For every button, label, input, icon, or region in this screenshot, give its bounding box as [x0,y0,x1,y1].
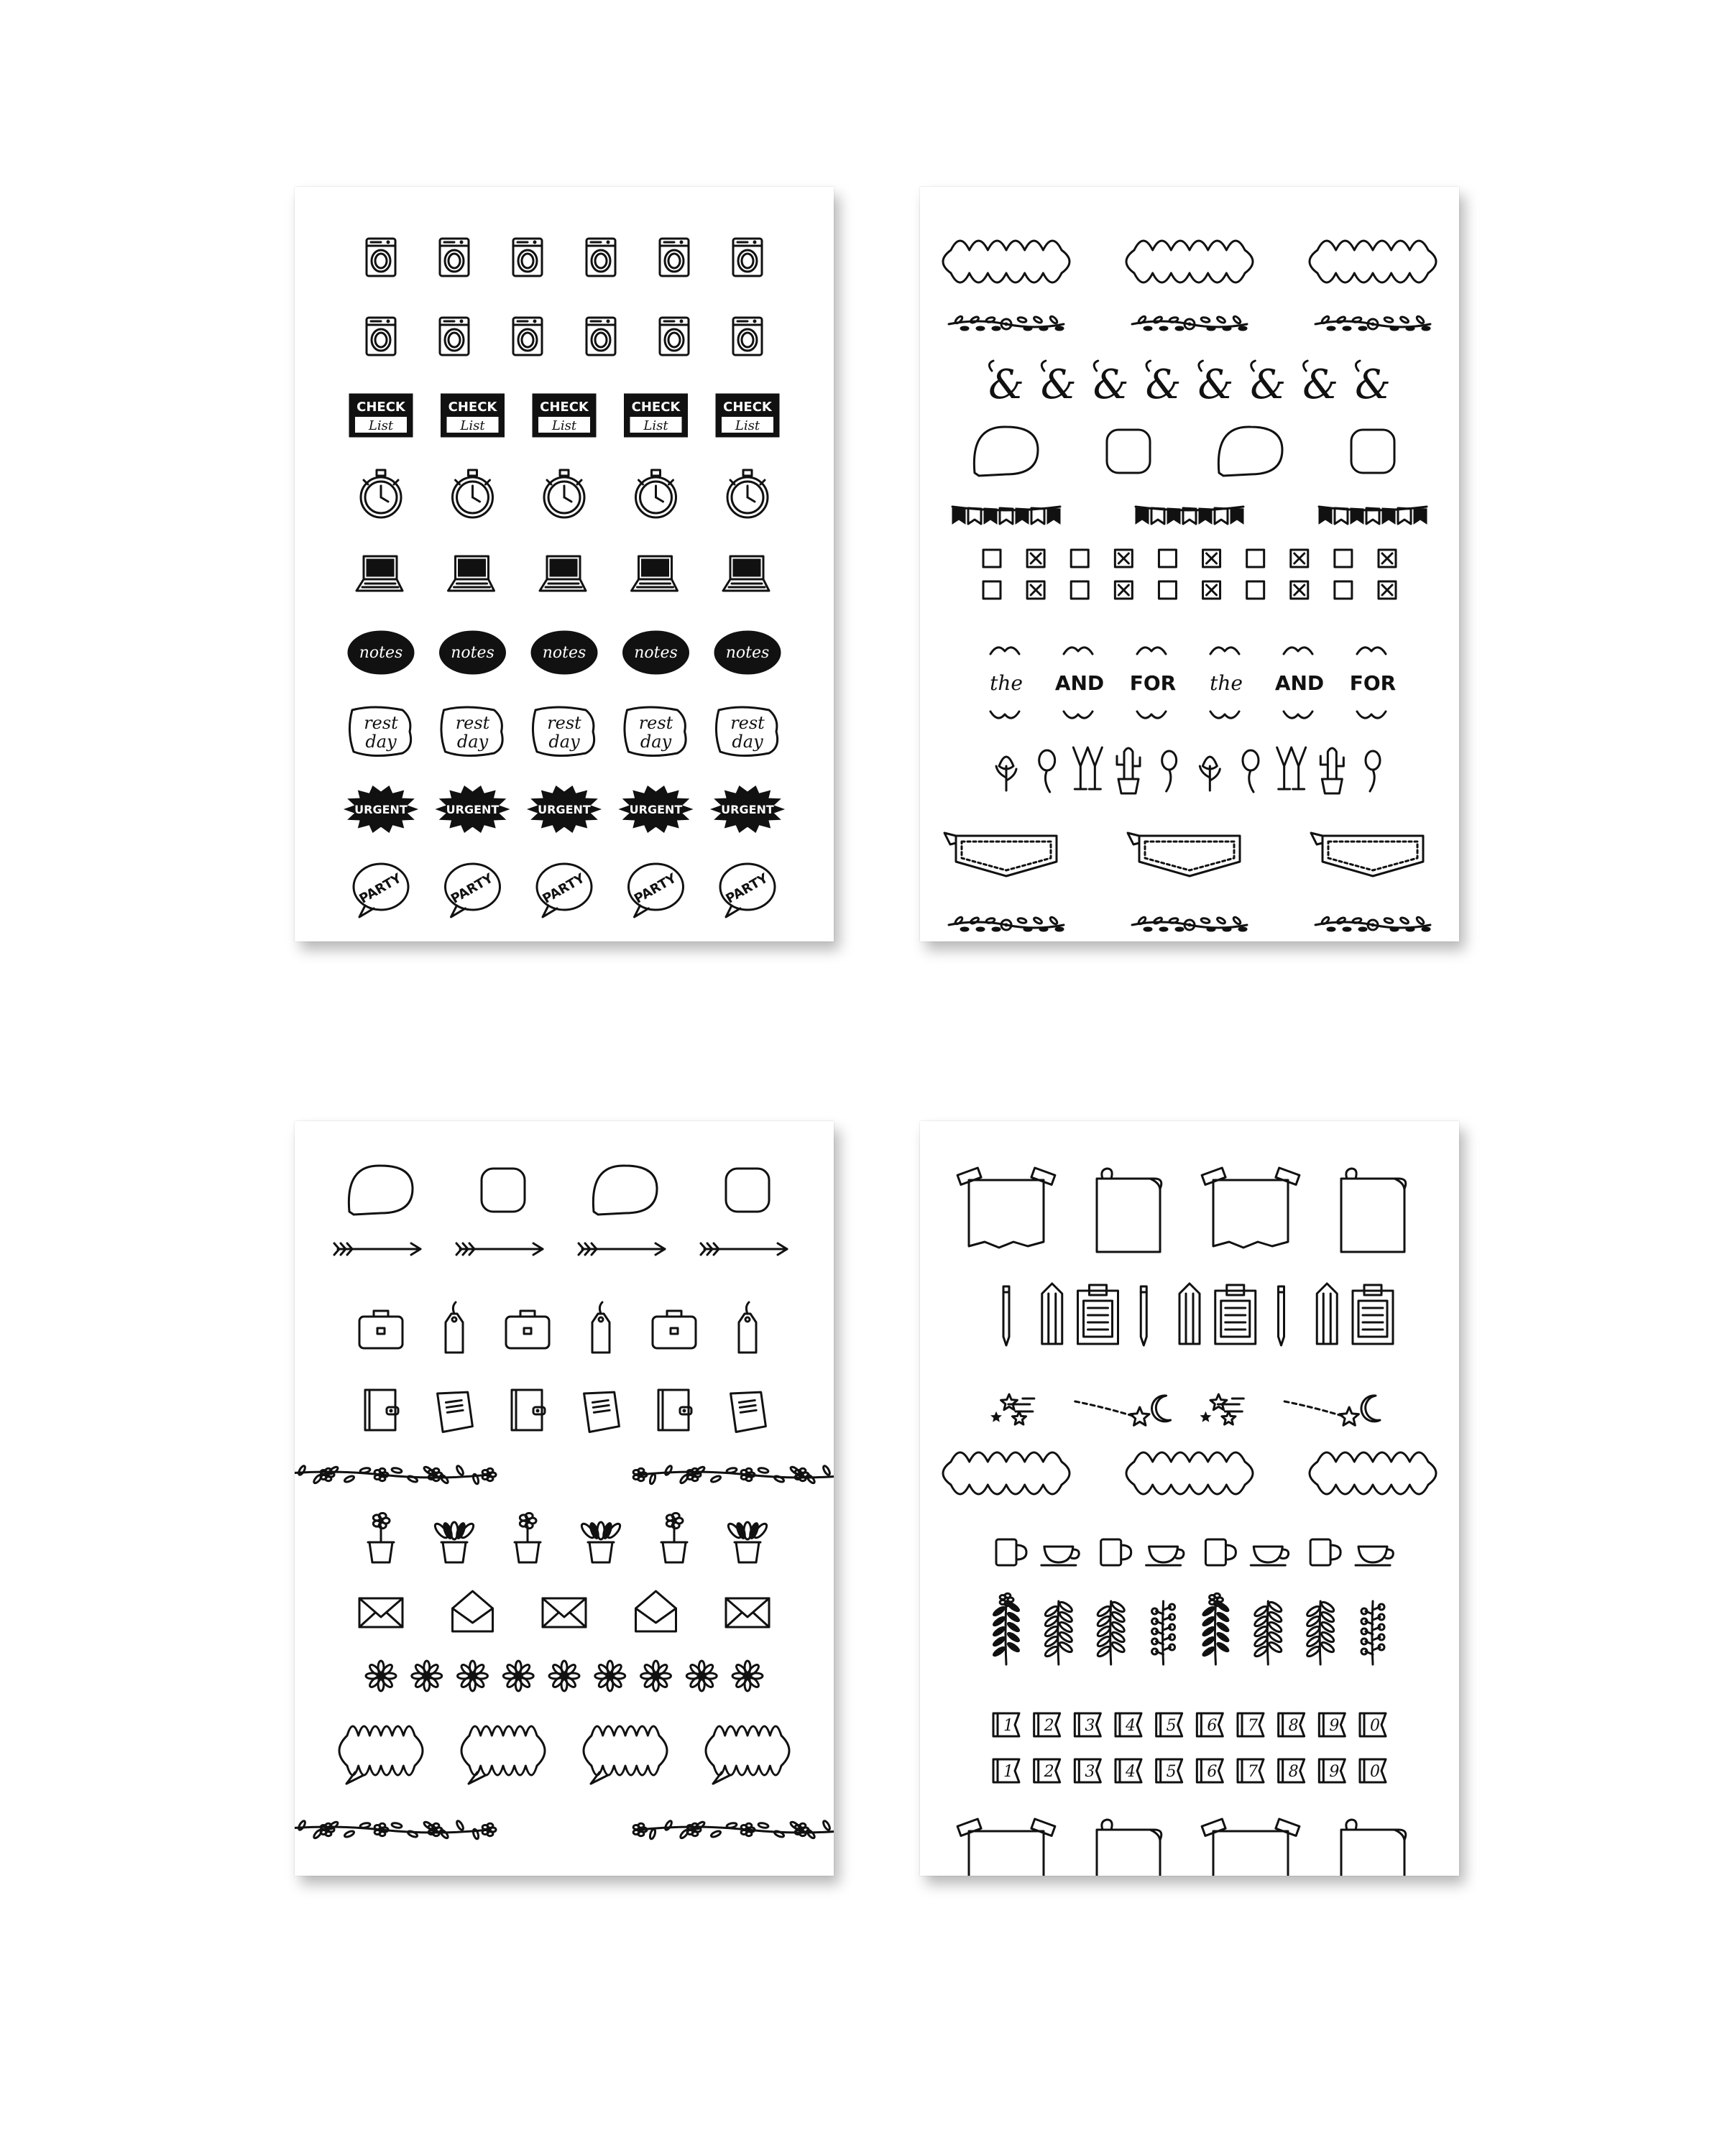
laptop-icon [723,556,769,591]
floral-divider-icon [1132,916,1247,931]
floral-divider-icon [1315,916,1430,931]
number-flag-label [1075,1713,1100,1736]
number-text: 0 [1370,1717,1380,1735]
ampersand-icon [1355,361,1391,408]
doodle-icon [1162,751,1177,791]
checkbox-icon [1115,581,1132,599]
number-text: 8 [1288,1763,1299,1781]
floral-divider-icon [1315,315,1430,331]
pennant-label-icon [1311,833,1423,876]
envelope-icon [636,1591,676,1631]
flourish-word: the [1210,671,1243,695]
number-text: 7 [1248,1717,1258,1735]
number-flag-label [1279,1759,1305,1782]
number-text: 5 [1166,1717,1177,1735]
vine-divider-icon [295,1820,496,1839]
pencil-clipboard-icon [1317,1284,1337,1344]
number-text: 1 [1003,1763,1013,1781]
checklist-label [533,394,596,437]
vine-divider-icon [633,1465,834,1484]
urgent-text: URGENT [538,803,591,816]
arrow-icon [456,1243,543,1255]
checkbox-icon [1071,550,1088,567]
book-icon [438,1389,473,1432]
doodle-icon [1320,748,1343,793]
pencil-clipboard-icon [1003,1286,1009,1345]
ampersand-text: & [1355,361,1391,408]
urgent-label [528,786,600,832]
arrow-icon [701,1243,787,1255]
doodle-icon [1200,757,1220,791]
checkbox-icon [1291,581,1308,599]
urgent-label [436,786,509,832]
mug-icon [1205,1539,1236,1565]
mug-icon [1310,1539,1340,1565]
party-bubble-label [446,864,500,917]
washing-machine-icon [367,239,395,276]
flourish-word: FOR [1129,671,1177,695]
stopwatch-icon [727,470,768,517]
notes-text: notes [634,644,678,662]
checkbox-icon [1335,550,1352,567]
day-text: day [548,732,580,752]
word-flourish-label [1275,648,1324,718]
checkbox-icon [1027,550,1044,567]
envelope-icon [543,1598,586,1627]
number-text: 6 [1207,1763,1218,1781]
day-text: day [456,732,489,752]
sticker-sheet-notes [920,1121,1459,1876]
speech-bubble-icon [726,1169,769,1212]
ampersand-icon [1250,361,1286,408]
ampersand-icon [1146,361,1182,408]
rest-day-label [533,707,594,756]
ampersand-icon [1302,361,1338,408]
potted-plant-icon [661,1513,687,1562]
cloud-banner-icon [1126,241,1253,282]
suitcase-tag-icon [592,1302,610,1353]
notes-label [531,631,597,674]
washing-machine-icon [367,318,395,355]
word-flourish-label [1350,648,1397,718]
doodle-icon [1073,747,1102,789]
laptop-icon [540,556,586,591]
mug-icon [1101,1539,1131,1565]
checkbox-icon [1071,581,1088,599]
checkbox-icon [1027,581,1044,599]
flower-icon [366,1661,396,1691]
leaf-sprig-icon [1201,1593,1230,1664]
number-flag-label [1197,1759,1223,1782]
number-text: 4 [1126,1717,1136,1735]
washing-machine-icon [440,318,469,355]
mug-icon [1251,1547,1288,1565]
checklist-label [441,394,505,437]
party-bubble-label [720,864,775,917]
speech-bubble-icon [1218,427,1282,476]
number-flag-label [1034,1759,1060,1782]
doodle-icon [1366,751,1380,791]
taped-note-icon [957,1819,1055,1876]
party-bubble-label [629,864,684,917]
word-flourish-label [990,648,1023,718]
notes-label [714,631,781,674]
rest-text: rest [730,713,765,733]
potted-plant-icon [515,1513,540,1562]
flower-icon [595,1661,625,1691]
number-text: 2 [1044,1763,1054,1781]
number-flag-label [1116,1713,1141,1736]
checklist-text: List [460,418,485,433]
checklist-text: CHECK [631,400,681,415]
checkbox-icon [1203,581,1220,599]
urgent-text: URGENT [354,803,408,816]
notes-label [440,631,506,674]
doodle-icon [1277,747,1306,789]
flower-icon [641,1661,671,1691]
party-text: PARTY [356,870,405,907]
checklist-text: CHECK [356,400,405,415]
stopwatch-icon [453,470,493,517]
number-flag-label [1116,1759,1141,1782]
urgent-text: URGENT [446,803,500,816]
cloud-bubble-icon [461,1726,545,1784]
flower-icon [503,1661,533,1691]
envelope-icon [726,1598,769,1627]
laptop-icon [632,556,678,591]
book-icon [584,1389,620,1432]
mug-icon [996,1539,1026,1565]
word-flourish-label [1210,648,1243,718]
washing-machine-icon [733,318,762,355]
party-text: PARTY [448,870,496,907]
leaf-sprig-icon [1044,1600,1073,1664]
cloud-banner-icon [1310,1452,1436,1494]
speech-bubble-icon [974,427,1038,476]
checkbox-icon [1247,550,1264,567]
envelope-icon [453,1591,493,1631]
flourish-word: AND [1274,671,1325,695]
star-moon-icon [1284,1401,1358,1425]
washing-machine-icon [513,239,542,276]
ampersand-text: & [988,361,1024,408]
speech-bubble-icon [482,1169,525,1212]
leaf-sprig-icon [992,1593,1021,1664]
doodle-icon [1243,750,1259,792]
pennant-label-icon [944,833,1057,876]
checklist-text: List [551,418,577,433]
sticker-sheet-productivity [295,187,834,941]
floral-divider-icon [1132,315,1247,331]
number-flag-label [1156,1759,1182,1782]
potted-plant-icon [579,1521,622,1562]
number-flag-label [1238,1713,1264,1736]
star-moon-icon [1152,1396,1171,1422]
checklist-label [625,394,688,437]
flourish-word: AND [1054,671,1105,695]
number-text: 3 [1085,1763,1095,1781]
bunting-icon [1319,507,1427,524]
washing-machine-icon [586,239,615,276]
urgent-label [344,786,417,832]
washing-machine-icon [440,239,469,276]
number-flag-label [1075,1759,1100,1782]
mug-icon [1041,1547,1079,1565]
potted-plant-icon [368,1513,394,1562]
leaf-sprig-icon [1306,1600,1335,1664]
ampersand-text: & [1302,361,1339,408]
cloud-bubble-icon [339,1726,423,1784]
taped-note-icon [1341,1820,1406,1876]
arrow-icon [579,1243,665,1255]
pencil-clipboard-icon [1078,1285,1118,1344]
checklist-label [716,394,779,437]
mug-icon [1356,1547,1393,1565]
doodle-icon [996,757,1016,791]
number-flag-label [1156,1713,1182,1736]
stopwatch-icon [636,470,676,517]
checklist-text: CHECK [540,400,589,415]
number-text: 9 [1329,1763,1340,1781]
rest-text: rest [638,713,673,733]
urgent-label [620,786,692,832]
ampersand-text: & [1145,361,1182,408]
number-text: 6 [1207,1717,1218,1735]
taped-note-icon [1097,1169,1162,1252]
speech-bubble-icon [1351,430,1394,473]
washing-machine-icon [586,318,615,355]
number-flag-label [993,1759,1019,1782]
checkbox-icon [983,550,1000,567]
star-moon-icon [1201,1394,1236,1424]
notes-label [623,631,689,674]
party-text: PARTY [540,870,588,907]
ampersand-icon [988,361,1024,408]
doodle-icon [1117,748,1140,793]
washing-machine-icon [513,318,542,355]
ampersand-icon [1041,361,1077,408]
checklist-label [349,394,413,437]
checkbox-icon [983,581,1000,599]
day-text: day [365,732,397,752]
taped-note-icon [1341,1169,1406,1252]
sticker-sheet-travel [295,1121,834,1876]
star-moon-icon [991,1394,1026,1424]
party-bubble-label [354,864,408,917]
potted-plant-icon [433,1521,475,1562]
speech-bubble-icon [593,1166,657,1215]
checkbox-icon [1379,581,1396,599]
speech-bubble-icon [1107,430,1150,473]
pencil-clipboard-icon [1042,1284,1062,1344]
ampersand-text: & [1197,361,1234,408]
star-moon-icon [1361,1396,1380,1422]
urgent-text: URGENT [721,803,774,816]
flourish-word: the [990,671,1023,695]
arrow-icon [334,1243,420,1255]
suitcase-tag-icon [446,1302,463,1353]
vine-divider-icon [295,1465,496,1484]
flower-icon [549,1661,579,1691]
envelope-icon [359,1598,402,1627]
checklist-text: List [643,418,668,433]
flower-icon [412,1661,442,1691]
flower-icon [686,1661,717,1691]
number-flag-label [993,1713,1019,1736]
laptop-icon [448,556,494,591]
number-text: 0 [1370,1763,1380,1781]
flower-icon [732,1661,763,1691]
speech-bubble-icon [349,1166,413,1215]
rest-text: rest [364,713,398,733]
notes-text: notes [451,644,494,662]
potted-plant-icon [726,1521,768,1562]
leaf-sprig-icon [1096,1600,1126,1664]
checklist-text: CHECK [723,400,772,415]
laptop-icon [356,556,402,591]
leaf-sprig-icon [1361,1601,1384,1664]
checkbox-icon [1159,581,1176,599]
rest-day-label [625,707,686,756]
ampersand-text: & [1092,361,1129,408]
day-text: day [732,732,763,752]
bunting-icon [1136,507,1243,524]
cloud-banner-icon [943,1452,1070,1494]
checkbox-icon [1247,581,1264,599]
suitcase-tag-icon [739,1302,756,1353]
leaf-sprig-icon [1254,1600,1283,1664]
rest-text: rest [455,713,490,733]
checklist-text: List [368,418,394,433]
leaf-sprig-icon [1152,1601,1175,1664]
ampersand-icon [1093,361,1129,408]
ampersand-text: & [1250,361,1287,408]
ampersand-icon [1197,361,1233,408]
book-icon [365,1390,398,1430]
pencil-clipboard-icon [1353,1285,1393,1344]
washing-machine-icon [660,239,689,276]
number-flag-label [1319,1759,1345,1782]
notes-text: notes [725,644,770,662]
number-flag-label [1034,1713,1060,1736]
number-flag-label [1197,1713,1223,1736]
taped-note-icon [1202,1819,1300,1876]
notes-label [348,631,414,674]
number-text: 4 [1126,1763,1136,1781]
pennant-label-icon [1128,833,1240,876]
notes-text: notes [359,644,403,662]
day-text: day [640,732,672,752]
checkbox-icon [1115,550,1132,567]
number-text: 8 [1288,1717,1299,1735]
number-text: 2 [1044,1717,1054,1735]
urgent-label [711,786,783,832]
party-bubble-label [537,864,592,917]
cloud-bubble-icon [584,1726,667,1784]
vine-divider-icon [633,1820,834,1839]
flourish-word: FOR [1349,671,1397,695]
number-flag-label [1279,1713,1305,1736]
word-flourish-label [1055,648,1104,718]
number-flag-label [1360,1759,1386,1782]
star-moon-icon [1075,1401,1149,1425]
pencil-clipboard-icon [1141,1286,1146,1345]
cloud-bubble-icon [706,1726,789,1784]
rest-day-label [716,707,777,756]
book-icon [658,1390,691,1430]
cloud-banner-icon [1310,241,1436,282]
number-text: 5 [1166,1763,1177,1781]
number-text: 1 [1003,1717,1013,1735]
number-flag-label [1319,1713,1345,1736]
stopwatch-icon [544,470,584,517]
checklist-text: List [735,418,760,433]
number-text: 3 [1085,1717,1095,1735]
rest-day-label [441,707,502,756]
checkbox-icon [1291,550,1308,567]
pencil-clipboard-icon [1215,1285,1256,1344]
stopwatch-icon [361,470,401,517]
book-icon [512,1390,545,1430]
book-icon [731,1389,766,1432]
party-text: PARTY [723,870,771,907]
washing-machine-icon [660,318,689,355]
cloud-banner-icon [943,241,1070,282]
flower-icon [458,1661,488,1691]
party-text: PARTY [631,870,679,907]
suitcase-tag-icon [506,1311,549,1348]
checkbox-icon [1159,550,1176,567]
pencil-clipboard-icon [1279,1286,1284,1345]
taped-note-icon [1097,1820,1162,1876]
number-flag-label [1360,1713,1386,1736]
rest-day-label [349,707,410,756]
suitcase-tag-icon [653,1311,696,1348]
cloud-banner-icon [1126,1452,1253,1494]
taped-note-icon [957,1168,1055,1248]
mug-icon [1146,1547,1184,1565]
suitcase-tag-icon [359,1311,402,1348]
floral-divider-icon [949,916,1064,931]
checkbox-icon [1379,550,1396,567]
notes-text: notes [542,644,586,662]
washing-machine-icon [733,239,762,276]
checkbox-icon [1335,581,1352,599]
ampersand-text: & [1040,361,1077,408]
urgent-text: URGENT [629,803,683,816]
floral-divider-icon [949,315,1064,331]
checkbox-icon [1203,550,1220,567]
number-flag-label [1238,1759,1264,1782]
taped-note-icon [1202,1168,1300,1248]
number-text: 9 [1329,1717,1340,1735]
number-text: 7 [1248,1763,1258,1781]
rest-text: rest [547,713,581,733]
pencil-clipboard-icon [1179,1284,1200,1344]
doodle-icon [1039,750,1055,792]
checklist-text: CHECK [448,400,497,415]
word-flourish-label [1130,648,1177,718]
sticker-sheet-banners [920,187,1459,941]
bunting-icon [952,507,1060,524]
